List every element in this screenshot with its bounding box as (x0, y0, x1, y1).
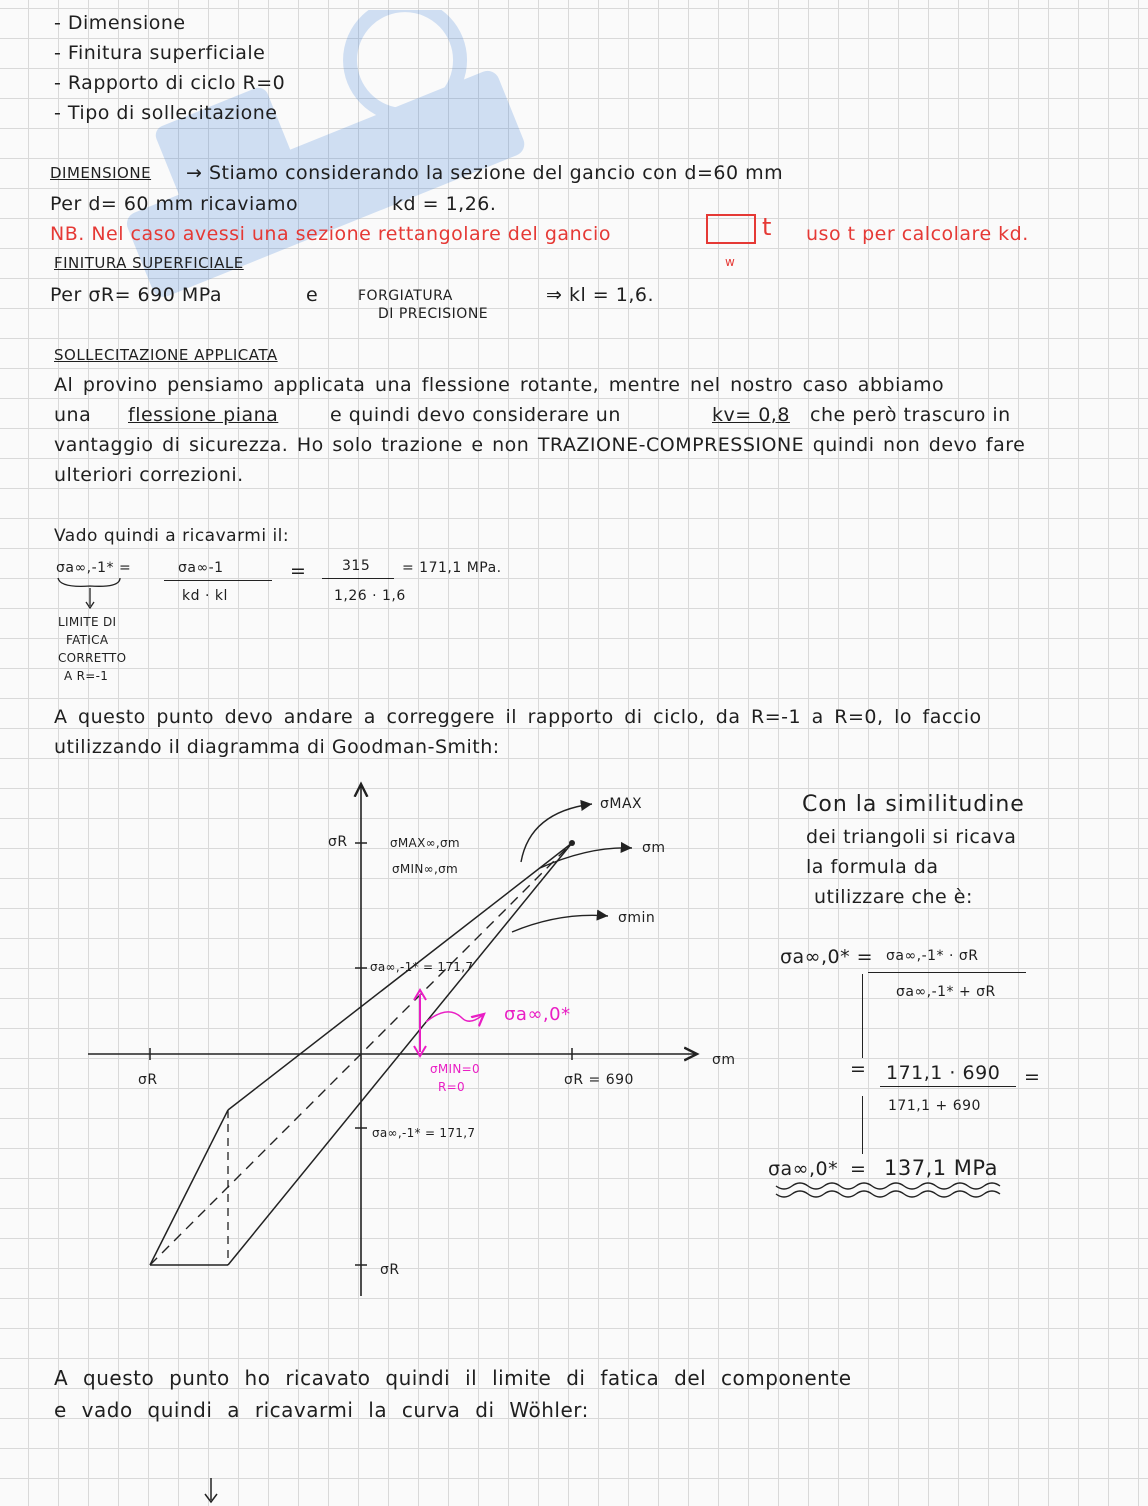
sigma-max-label: σMAX∞,σm (390, 836, 460, 850)
sigma-min-zero-label: σMIN=0 (430, 1062, 480, 1076)
formula2-num2: 171,1 · 690 (886, 1062, 1001, 1084)
dimensione-line: Per d= 60 mm ricaviamo (50, 193, 299, 215)
finitura-line: Per σR= 690 MPa (50, 284, 222, 306)
sigma-r-right-label: σR = 690 (564, 1072, 634, 1088)
formula2-lhs: σa∞,0* = (780, 946, 874, 968)
formula2-eq2: = (1024, 1066, 1041, 1088)
formula-num: 315 (342, 558, 371, 574)
sigma-r-left-label: σR (138, 1072, 158, 1088)
paragraph-line: A questo punto ho ricavato quindi il limite di fatica del componente (54, 1366, 852, 1390)
paragraph-line: e quindi devo considerare un (330, 404, 621, 426)
sigma-r-top-label: σR (328, 834, 348, 850)
right-text-line: dei triangoli si ricava (806, 826, 1017, 848)
sigma-a-bottom-label: σa∞,-1* = 171,7 (372, 1126, 476, 1140)
paragraph-line: vantaggio di sicurezza. Ho solo trazione e non TRAZIONE-COMPRESSIONE quindi non devo fare (54, 434, 1026, 456)
finitura-result: ⇒ kl = 1,6. (546, 284, 654, 306)
formula-eq: = (290, 560, 307, 582)
callout-sigma-max: σMAX (600, 796, 643, 812)
section-heading-finitura: FINITURA SUPERFICIALE (54, 254, 244, 272)
nb-note: uso t per calcolare kd. (806, 223, 1029, 245)
callout-sigma-min: σmin (618, 910, 656, 926)
list-item: - Tipo di sollecitazione (54, 102, 278, 124)
section-heading-dimensione: DIMENSIONE (50, 164, 152, 182)
callout-sigma-m: σm (642, 840, 666, 856)
dimensione-line: → Stiamo considerando la sezione del gancio con d=60 mm (186, 162, 784, 184)
section-heading-sollecitazione: SOLLECITAZIONE APPLICATA (54, 346, 278, 364)
sigma-a0-label: σa∞,0* (504, 1004, 571, 1025)
nb-t-label: t (762, 213, 772, 241)
paragraph-line: utilizzando il diagramma di Goodman-Smith: (54, 736, 500, 758)
list-item: - Finitura superficiale (54, 42, 266, 64)
formula2-den: σa∞,-1* + σR (896, 984, 996, 1000)
paragraph-line: ulteriori correzioni. (54, 464, 244, 486)
annotation-note: A R=-1 (64, 669, 109, 683)
formula2-num: σa∞,-1* · σR (886, 948, 979, 964)
dimensione-kd: kd = 1,26. (392, 193, 497, 215)
paragraph-line: che però trascuro in (810, 404, 1011, 426)
r-zero-label: R=0 (438, 1080, 465, 1094)
finitura-line: e (306, 284, 319, 306)
sigma-a-top-label: σa∞,-1* = 171,7 (370, 960, 474, 974)
annotation-note: FATICA (66, 633, 109, 647)
formula-den: kd · kl (182, 588, 228, 604)
result-value: 137,1 MPa (884, 1156, 999, 1180)
list-item: - Dimensione (54, 12, 186, 34)
paragraph-line: A questo punto devo andare a correggere il rapporto di ciclo, da R=-1 a R=0, lo faccio (54, 706, 982, 728)
paragraph-line: flessione piana (128, 404, 279, 426)
formula-den: 1,26 · 1,6 (334, 588, 406, 604)
kv-value: kv= 0,8 (712, 404, 790, 426)
formula-lhs: σa∞,-1* = (56, 560, 132, 576)
paragraph-line: una (54, 404, 92, 426)
paragraph-line: Al provino pensiamo applicata una flessione rotante, mentre nel nostro caso abbiamo (54, 374, 945, 396)
result-eq: = (850, 1158, 867, 1180)
list-item: - Rapporto di ciclo R=0 (54, 72, 286, 94)
formula2-den2: 171,1 + 690 (888, 1098, 981, 1114)
right-text-line: Con la similitudine (802, 792, 1025, 817)
sigma-r-bottom-label: σR (380, 1262, 400, 1278)
finitura-precisione: DI PRECISIONE (378, 306, 489, 322)
result-lhs: σa∞,0* (768, 1158, 839, 1180)
formula2-eq: = (850, 1058, 867, 1080)
annotation-note: LIMITE DI (58, 615, 117, 629)
right-text-line: utilizzare che è: (814, 886, 973, 908)
paragraph-line: e vado quindi a ricavarmi la curva di Wöhler: (54, 1398, 589, 1422)
nb-w-label: w (725, 255, 736, 269)
annotation-note: CORRETTO (58, 651, 127, 665)
formula-result: = 171,1 MPa. (402, 560, 502, 576)
sigma-min-label: σMIN∞,σm (392, 862, 458, 876)
finitura-forgiatura: FORGIATURA (358, 288, 453, 304)
right-text-line: la formula da (806, 856, 939, 878)
x-axis-label: σm (712, 1052, 736, 1068)
formula-num: σa∞-1 (178, 560, 224, 576)
formula-intro: Vado quindi a ricavarmi il: (54, 526, 290, 546)
nb-note: NB. Nel caso avessi una sezione rettangolare del gancio (50, 223, 611, 245)
